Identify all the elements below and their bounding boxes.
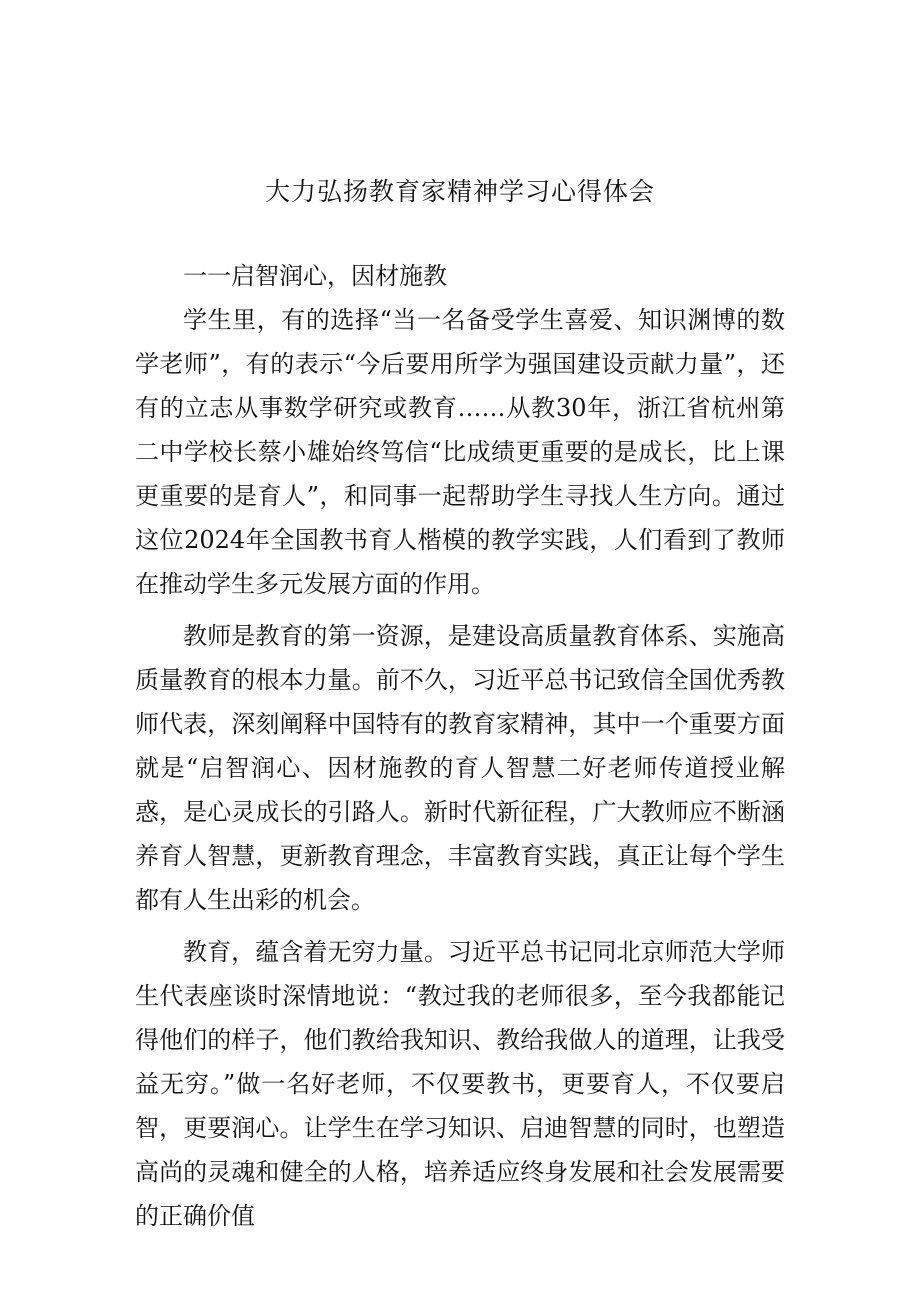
- paragraph-1: 学生里，有的选择“当一名备受学生喜爱、知识渊博的数学老师”，有的表示“今后要用所学为强国建设贡献力量”，还有的立志从事数学研究或教育……从教30年，浙江省杭州第二中学校长蔡小雄始终笃信“比成绩更重要的是成长，比上课更重要的是育人”，和同事一起帮助学生寻找人生方向。通过这位2024年全国教书育人楷模的教学实践，人们看到了教师在推动学生多元发展方面的作用。: [135, 306, 785, 598]
- paragraph-2: 教师是教育的第一资源，是建设高质量教育体系、实施高质量教育的根本力量。前不久，习近平总书记致信全国优秀教师代表，深刻阐释中国特有的教育家精神，其中一个重要方面就是“启智润心、因材施教的育人智慧二好老师传道授业解惑，是心灵成长的引路人。新时代新征程，广大教师应不断涵养育人智慧，更新教育理念，丰富教育实践，真正让每个学生都有人生出彩的机会。: [135, 622, 785, 914]
- paragraph-3: 教育，蕴含着无穷力量。习近平总书记同北京师范大学师生代表座谈时深情地说：“教过我的老师很多，至今我都能记得他们的样子，他们教给我知识、教给我做人的道理，让我受益无穷。”做一名好老师，不仅要教书，更要育人，不仅要启智，更要润心。让学生在学习知识、启迪智慧的同时，也塑造高尚的灵魂和健全的人格，培养适应终身发展和社会发展需要的正确价值: [135, 938, 785, 1230]
- document-body: [135, 254, 785, 1238]
- document-title: 大力弘扬教育家精神学习心得体会: [264, 177, 655, 206]
- section-subheading: 一一启智润心，因材施教: [183, 262, 447, 290]
